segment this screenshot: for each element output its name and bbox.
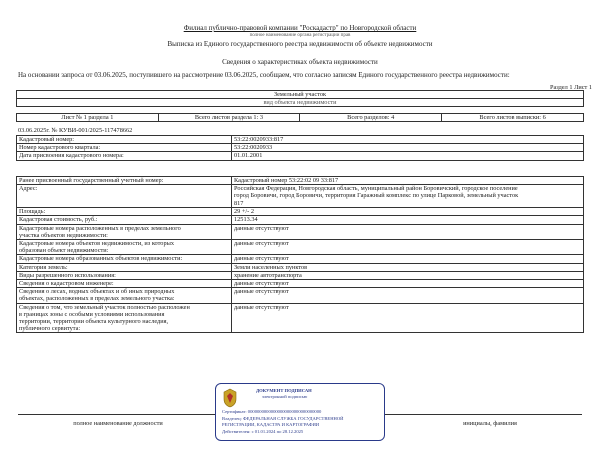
row-value: данные отсутствуют	[232, 303, 584, 333]
document-title: Выписка из Единого государственного реестра недвижимости об объекте недвижимости	[167, 40, 433, 48]
row-label: Категория земель:	[17, 263, 232, 271]
table-row	[17, 216, 584, 224]
row-label: Номер кадастрового квартала:	[17, 144, 232, 152]
stamp-owner-line: РЕГИСТРАЦИИ, КАДАСТРА И КАРТОГРАФИИ	[222, 422, 320, 427]
row-label	[17, 240, 232, 255]
e-signature-stamp	[215, 383, 385, 441]
section-page: Раздел 1 Лист 1	[549, 84, 592, 91]
label-line: публичного сервитута:	[19, 325, 81, 333]
row-value: Кадастровый номер 53:22:02 09 33:817	[232, 177, 584, 185]
stamp-owner-line: Владелец: ФЕДЕРАЛЬНАЯ СЛУЖБА ГОСУДАРСТВЕННОЙ	[222, 416, 344, 421]
row-value: данные отсутствуют	[232, 280, 584, 288]
label-line: Сведения о лесах, водных объектах и об иных природных	[19, 288, 175, 296]
stamp-subtitle: электронной подписью	[262, 394, 308, 399]
table-row	[17, 303, 584, 333]
initials-caption: инициалы, фамилия	[463, 420, 517, 427]
row-label: Виды разрешенного использования:	[17, 271, 232, 279]
row-value: данные отсутствуют	[232, 240, 584, 255]
address-line: город Боровичи, город Боровичи, территория Гаражный комплекс по улице Парковой, земельный участок	[234, 192, 519, 200]
row-label	[17, 224, 232, 239]
branch-caption: полное наименование органа регистрации прав	[249, 33, 351, 38]
row-value: данные отсутствуют	[232, 224, 584, 239]
table-row	[17, 288, 584, 303]
table-row	[17, 152, 584, 160]
row-label: Кадастровый номер:	[17, 136, 232, 144]
document-number: 03.06.2025г. № КУВИ-001/2025-117478662	[18, 127, 133, 134]
stamp-title: ДОКУМЕНТ ПОДПИСАН	[256, 388, 312, 393]
table-row	[17, 240, 584, 255]
object-type-table	[16, 90, 584, 107]
row-label: Кадастровые номера образованных объектов недвижимости:	[17, 255, 232, 263]
row-value: данные отсутствуют	[232, 255, 584, 263]
row-label: Адрес:	[17, 185, 232, 208]
table-row	[17, 185, 584, 208]
row-label: Сведения о кадастровом инженере:	[17, 280, 232, 288]
table-row	[17, 263, 584, 271]
label-line: в границах зоны с особыми условиями использования	[19, 310, 165, 318]
row-value: 12513.34	[232, 216, 584, 224]
row-label: Площадь:	[17, 208, 232, 216]
table-row	[17, 271, 584, 279]
row-value: 53:22:0020933	[232, 144, 584, 152]
coat-of-arms-icon	[222, 388, 238, 408]
total-sheets-section: Всего листов раздела 1: 3	[158, 114, 300, 122]
row-value: 01.01.2001	[232, 152, 584, 160]
branch-name: Филиал публично-правовой компании "Роскадастр" по Новгородской области	[183, 24, 417, 32]
sheet-number: Лист № 1 раздела 1	[17, 114, 159, 122]
position-caption: полное наименование должности	[73, 420, 163, 427]
label-line: объектах, расположенных в пределах земельного участка:	[19, 295, 175, 303]
total-sheets-extract: Всего листов выписки: 6	[442, 114, 584, 122]
address-line: Российская Федерация, Новгородская область, муниципальный район Боровичский, городское поселение	[234, 185, 518, 193]
row-value: хранение автотранспорта	[232, 271, 584, 279]
table-row	[17, 208, 584, 216]
document-subtitle: Сведения о характеристиках объекта недвижимости	[222, 58, 378, 66]
address-line: 817	[234, 199, 244, 207]
row-label	[17, 303, 232, 333]
stamp-validity: Действителен: с 01.01.2024 по 28.12.2025	[222, 429, 304, 434]
table-row	[17, 280, 584, 288]
row-label: Ранее присвоенный государственный учетный номер:	[17, 177, 232, 185]
total-sections: Всего разделов: 4	[300, 114, 442, 122]
label-line: территории, территории объекта культурного наследия,	[19, 318, 169, 326]
cadastral-table	[16, 135, 584, 161]
label-line: Сведения о том, что земельный участок полностью расположен	[19, 303, 190, 311]
label-line: Кадастровые номера объектов недвижимости, из которых	[19, 240, 174, 248]
label-line: образован объект недвижимости:	[19, 247, 109, 255]
table-row	[17, 144, 584, 152]
object-type-caption: вид объекта недвижимости	[17, 99, 584, 107]
row-value: данные отсутствуют	[232, 288, 584, 303]
row-label	[17, 288, 232, 303]
sheets-table	[16, 113, 584, 122]
table-row	[17, 136, 584, 144]
row-value	[232, 185, 584, 208]
row-label: Кадастровая стоимость, руб.:	[17, 216, 232, 224]
object-type: Земельный участок	[17, 91, 584, 99]
row-value: 53:22:0020933:817	[232, 136, 584, 144]
label-line: участка объектов недвижимости:	[19, 231, 108, 239]
row-label: Дата присвоения кадастрового номера:	[17, 152, 232, 160]
request-intro: На основании запроса от 03.06.2025, поступившего на рассмотрение 03.06.2025, сообщаем, что согласно записям Единого государственного реестра недвижимости:	[18, 71, 510, 79]
table-row	[17, 255, 584, 263]
label-line: Кадастровые номера расположенных в пределах земельного	[19, 224, 181, 232]
stamp-certificate: Сертификат: 00000000000000000000000000000000	[222, 409, 322, 414]
characteristics-table	[16, 176, 584, 333]
row-value: Земли населенных пунктов	[232, 263, 584, 271]
row-value: 29 +/- 2	[232, 208, 584, 216]
table-row	[17, 224, 584, 239]
table-row	[17, 177, 584, 185]
